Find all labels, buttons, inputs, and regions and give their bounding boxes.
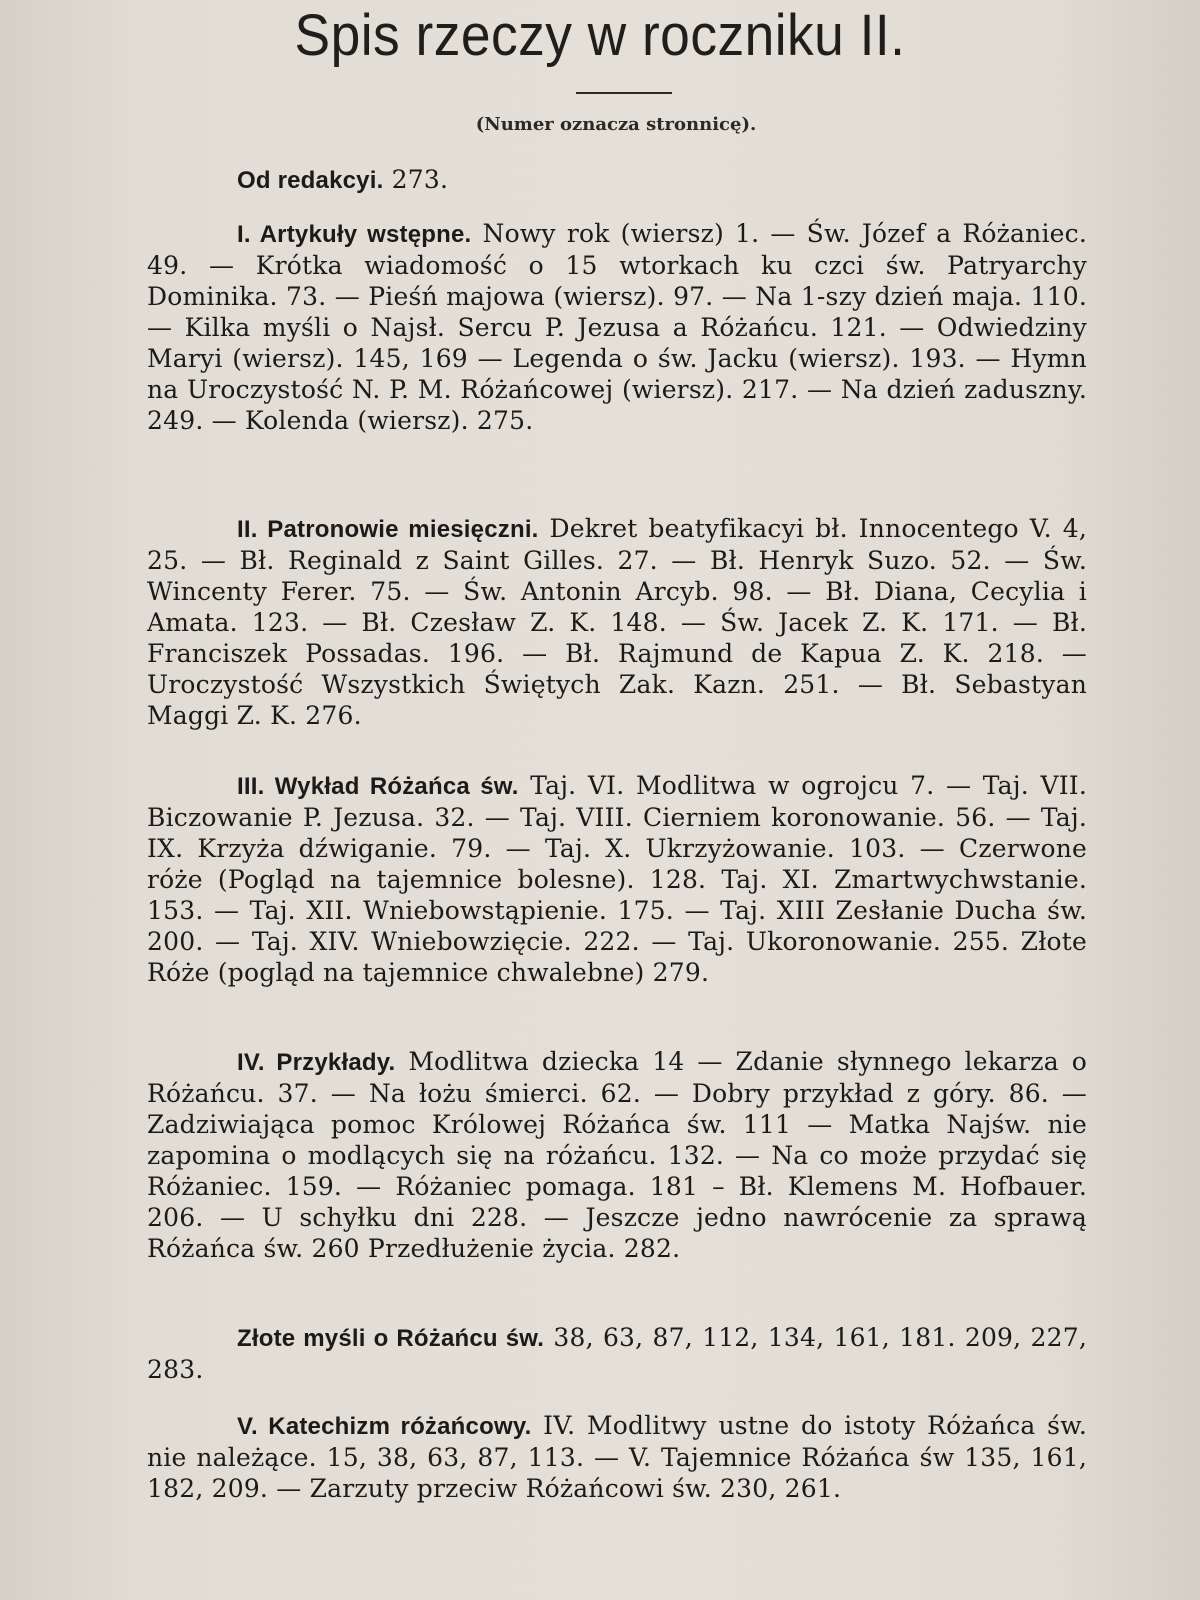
section-wyklad-rozanca [147,770,1087,988]
section-heading: Złote myśli o Różańcu św. [237,1325,545,1352]
section-zlote-mysli [147,1322,1087,1385]
page-title: Spis rzeczy w roczniku II. [294,3,906,68]
section-od-redakcyi [147,164,1087,196]
page-note: (Numer oznacza stronnicę). [475,114,757,135]
section-heading: V. Katechizm różańcowy. [237,1413,532,1440]
title-rule [576,92,672,94]
section-heading: II. Patronowie miesięczni. [237,516,539,543]
section-przyklady [147,1046,1087,1264]
section-heading: III. Wykład Różańca św. [237,773,519,800]
section-text: 38, 63, 87, 112, 134, 161, 181. 209, 227, 283. [147,1323,1087,1384]
section-text: IV. Modlitwy ustne do istoty Różańca św. nie należące. 15, 38, 63, 87, 113. — V. Tajemnice Różańca św 135, 161, 182, 209. — Zarzuty przeciw Różańcowi św. 230, 261. [147,1411,1087,1503]
section-patronowie-miesieczni [147,513,1087,731]
section-heading: I. Artykuły wstępne. [237,221,472,248]
section-text: 273. [383,165,449,194]
section-text: Nowy rok (wiersz) 1. — Św. Józef a Różaniec. 49. — Krótka wiadomość o 15 wtorkach ku czci św. Patryarchy Dominika. 73. — Pieśń majowa (wiersz). 97. — Na 1-szy dzień maja. 110. — Kilka myśli o Najsł. Sercu P. Jezusa a Różańcu. 121. — Odwiedziny Maryi (wiersz). 145, 169 — Legenda o św. Jacku (wiersz). 193. — Hymn na Uroczystość N. P. M. Różańcowej (wiersz). 217. — Na dzień zaduszny. 249. — Kolenda (wiersz). 275. [147,219,1087,435]
section-text: Taj. VI. Modlitwa w ogrojcu 7. — Taj. VII. Biczowanie P. Jezusa. 32. — Taj. VIII. Cierniem koronowanie. 56. — Taj. IX. Krzyża dźwiganie. 79. — Taj. X. Ukrzyżowanie. 103. — Czerwone róże (Pogląd na tajemnice bolesne). 128. Taj. XI. Zmartwychwstanie. 153. — Taj. XII. Wniebowstąpienie. 175. — Taj. XIII Zesłanie Ducha św. 200. — Taj. XIV. Wniebowzięcie. 222. — Taj. Ukoronowanie. 255. Złote Róże (pogląd na tajemnice chwalebne) 279. [147,771,1087,987]
section-heading: IV. Przykłady. [237,1049,396,1076]
section-heading: Od redakcyi. [237,167,384,194]
section-text: Dekret beatyfikacyi bł. Innocentego V. 4, 25. — Bł. Reginald z Saint Gilles. 27. — Bł. Henryk Suzo. 52. — Św. Wincenty Ferer. 75. — Św. Antonin Arcyb. 98. — Bł. Diana, Cecylia i Amata. 123. — Bł. Czesław Z. K. 148. — Św. Jacek Z. K. 171. — Bł. Franciszek Possadas. 196. — Bł. Rajmund de Kapua Z. K. 218. — Uroczystość Wszystkich Świętych Zak. Kazn. 251. — Bł. Sebastyan Maggi Z. K. 276. [147,514,1087,730]
section-katechizm-rozancowy [147,1410,1087,1504]
section-artykuly-wstepne [147,218,1087,436]
section-text: Modlitwa dziecka 14 — Zdanie słynnego lekarza o Różańcu. 37. — Na łożu śmierci. 62. — Dobry przykład z góry. 86. — Zadziwiająca pomoc Królowej Różańca św. 111 — Matka Najśw. nie zapomina o modlących się na różańcu. 132. — Na co może przydać się Różaniec. 159. — Różaniec pomaga. 181 – Bł. Klemens M. Hofbauer. 206. — U schyłku dni 228. — Jeszcze jedno nawrócenie za sprawą Różańca św. 260 Przedłużenie życia. 282. [147,1047,1087,1263]
